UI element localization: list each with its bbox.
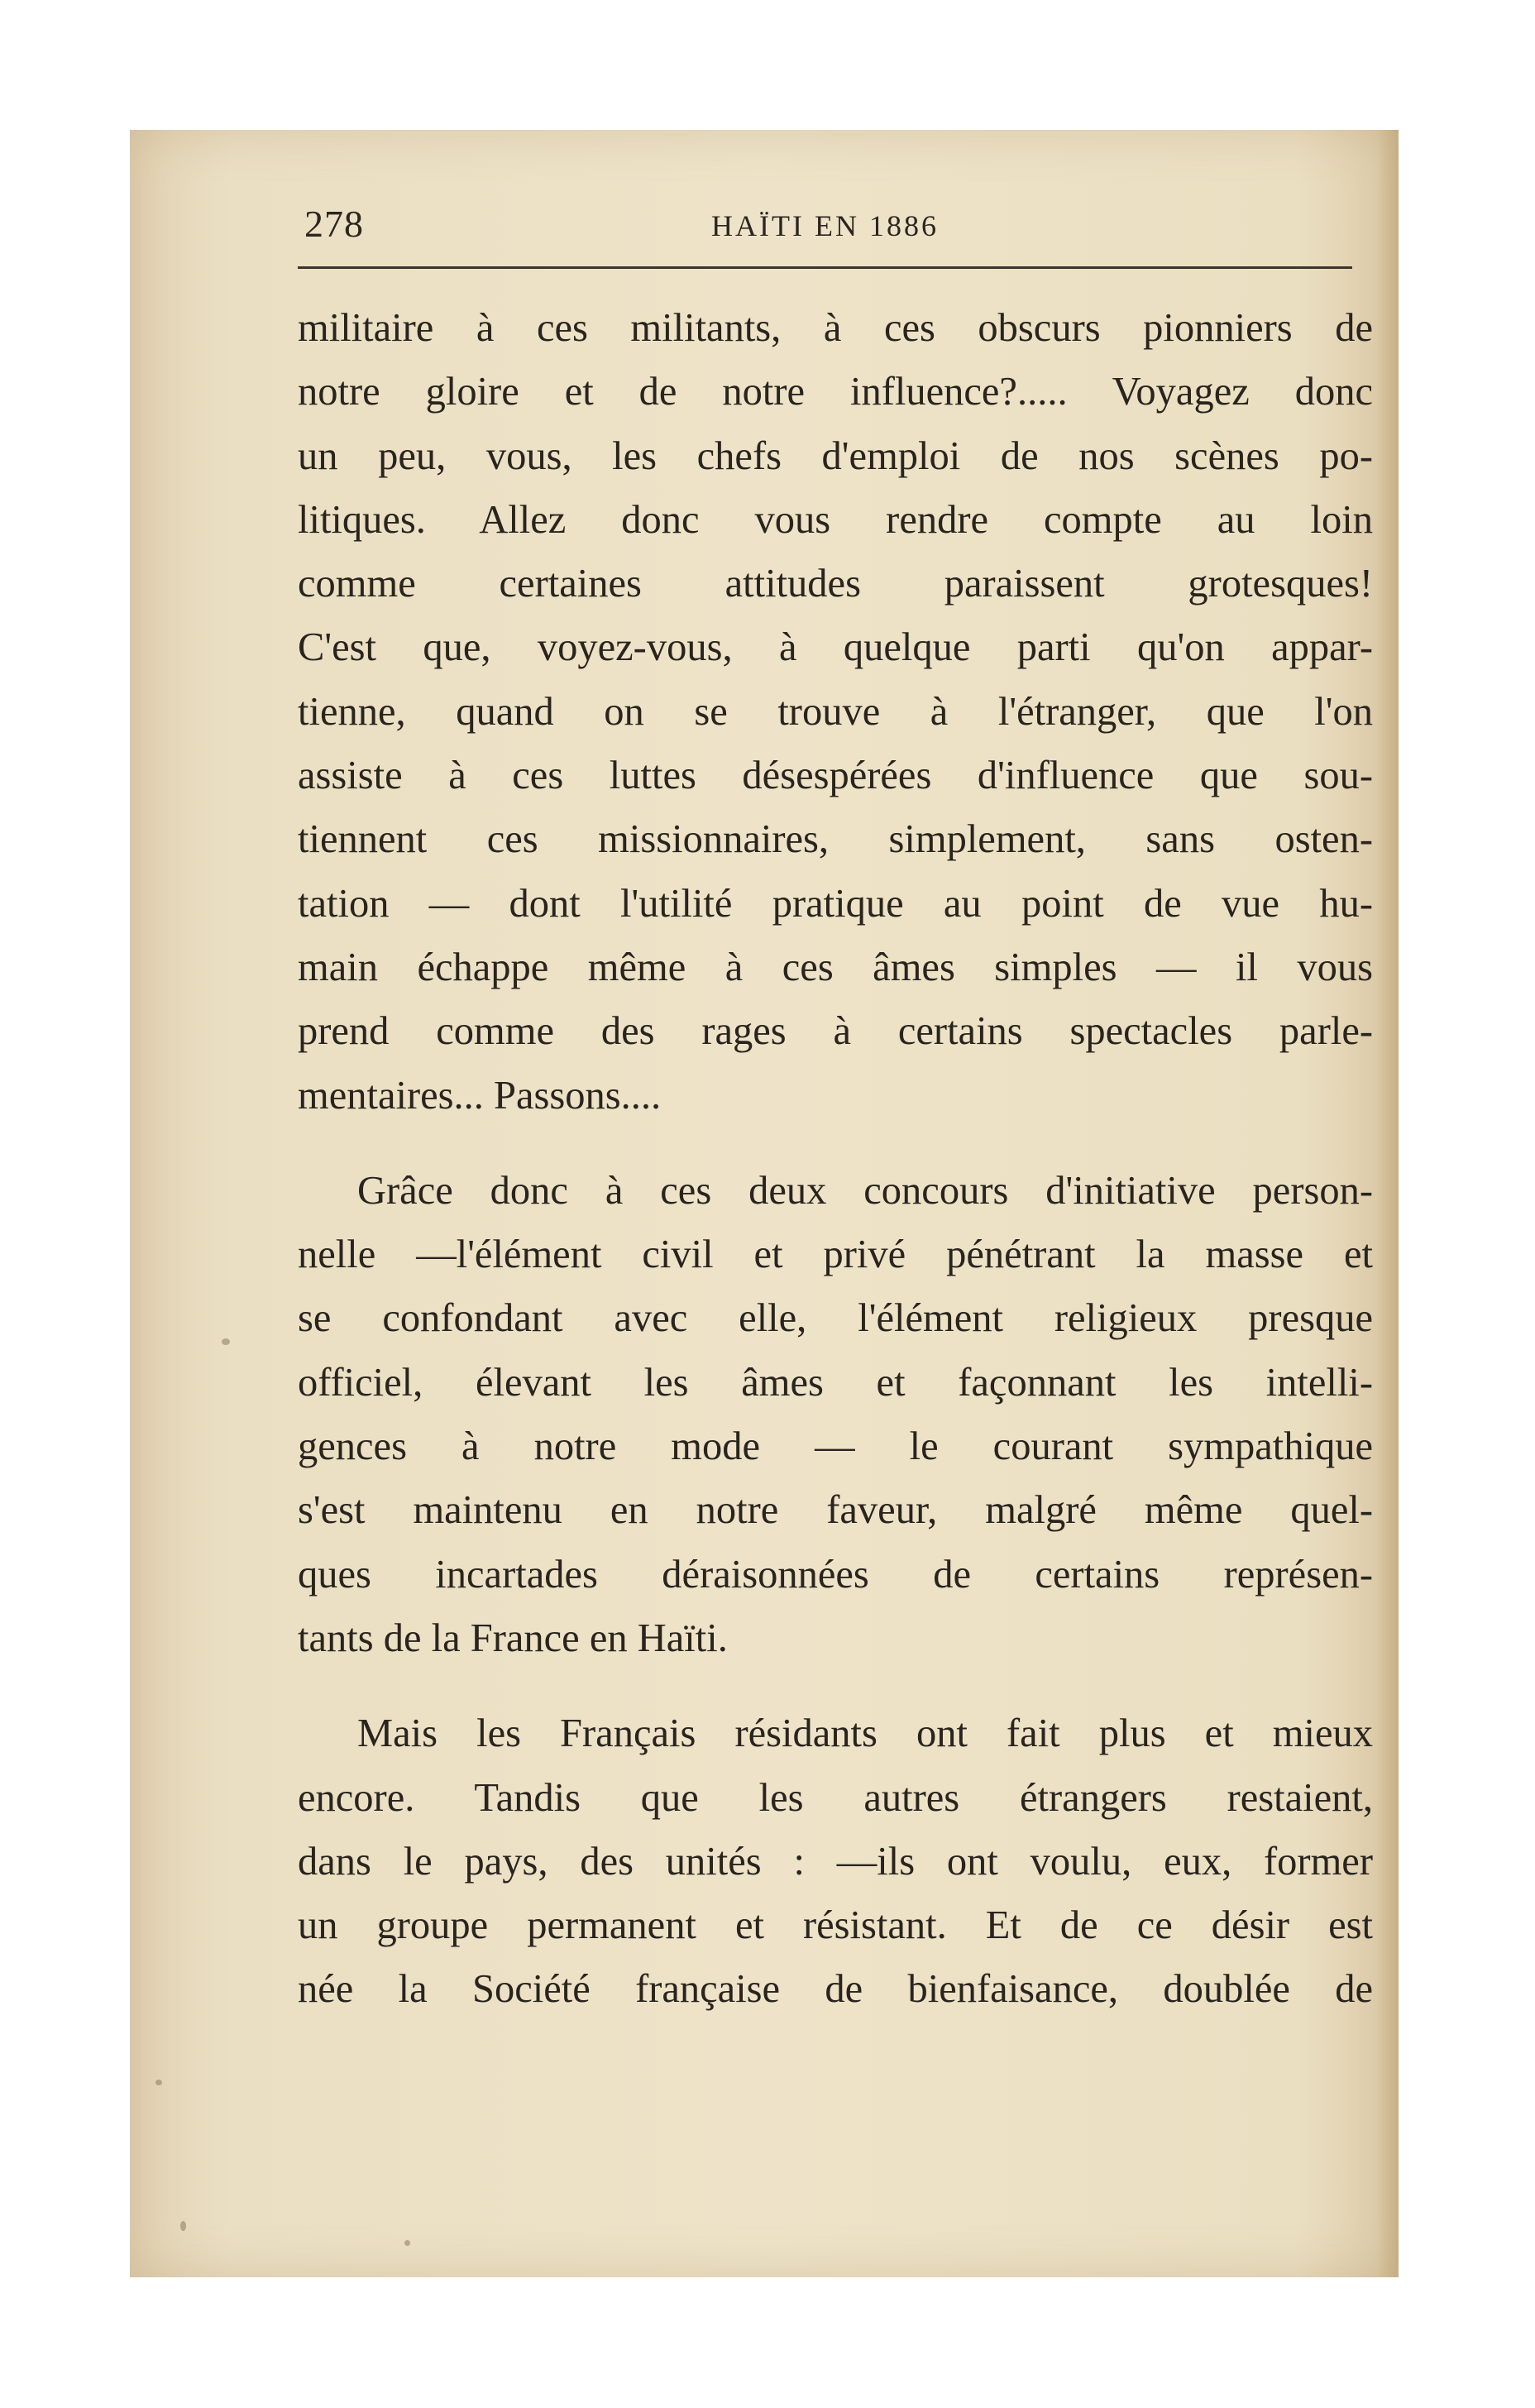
text-line: tants de la France en Haïti.: [298, 1616, 728, 1660]
text-line: un peu, vous, les chefs d'emploi de nos scènes po-: [298, 433, 1373, 478]
text-line: tiennent ces missionnaires, simplement, sans osten-: [298, 817, 1373, 862]
text-line: un groupe permanent et résistant. Et de ce désir est: [298, 1903, 1373, 1948]
text-line: main échappe même à ces âmes simples — il vous: [298, 945, 1373, 989]
text-line: comme certaines attitudes paraissent grotesques!: [298, 562, 1373, 606]
text-line: née la Société française de bienfaisance, doublée de: [298, 1967, 1373, 2012]
text-line: mentaires... Passons....: [298, 1073, 662, 1118]
paragraph: [298, 296, 1373, 1127]
paragraph: [298, 1702, 1373, 2021]
text-line: ques incartades déraisonnées de certains représen-: [298, 1552, 1373, 1597]
paper-speck: [404, 2240, 410, 2246]
body-text: [298, 296, 1373, 2022]
text-line: s'est maintenu en notre faveur, malgré même quel-: [298, 1488, 1373, 1533]
header-rule: [298, 266, 1352, 269]
text-line: Grâce donc à ces deux concours d'initiative person-: [357, 1168, 1373, 1213]
text-line: tation — dont l'utilité pratique au point de vue hu-: [298, 881, 1373, 926]
page-number: 278: [304, 203, 364, 245]
text-line: C'est que, voyez-vous, à quelque parti qu'on appar-: [298, 625, 1373, 670]
text-line: dans le pays, des unités : —ils ont voulu, eux, former: [298, 1839, 1373, 1884]
text-line: militaire à ces militants, à ces obscurs pionniers de: [298, 306, 1373, 350]
text-line: Mais les Français résidants ont fait plus et mieux: [357, 1711, 1373, 1756]
text-line: notre gloire et de notre influence?..... Voyagez donc: [298, 370, 1373, 414]
paper-speck: [180, 2221, 186, 2231]
text-line: gences à notre mode — le courant sympathique: [298, 1424, 1373, 1469]
text-line: se confondant avec elle, l'élément religieux presque: [298, 1296, 1373, 1341]
text-line: prend comme des rages à certains spectacles parle-: [298, 1009, 1373, 1054]
paragraph: [298, 1159, 1373, 1670]
paper-speck: [222, 1338, 230, 1345]
paper-speck: [155, 2080, 162, 2085]
running-title: HAÏTI EN 1886: [711, 209, 939, 242]
text-line: encore. Tandis que les autres étrangers restaient,: [298, 1775, 1373, 1820]
running-header: [298, 197, 1352, 255]
text-line: assiste à ces luttes désespérées d'influence que sou-: [298, 754, 1373, 798]
text-line: officiel, élevant les âmes et façonnant les intelli-: [298, 1360, 1373, 1405]
text-line: tienne, quand on se trouve à l'étranger, que l'on: [298, 689, 1373, 734]
text-line: litiques. Allez donc vous rendre compte au loin: [298, 497, 1373, 542]
text-line: nelle —l'élément civil et privé pénétrant la masse et: [298, 1233, 1373, 1277]
